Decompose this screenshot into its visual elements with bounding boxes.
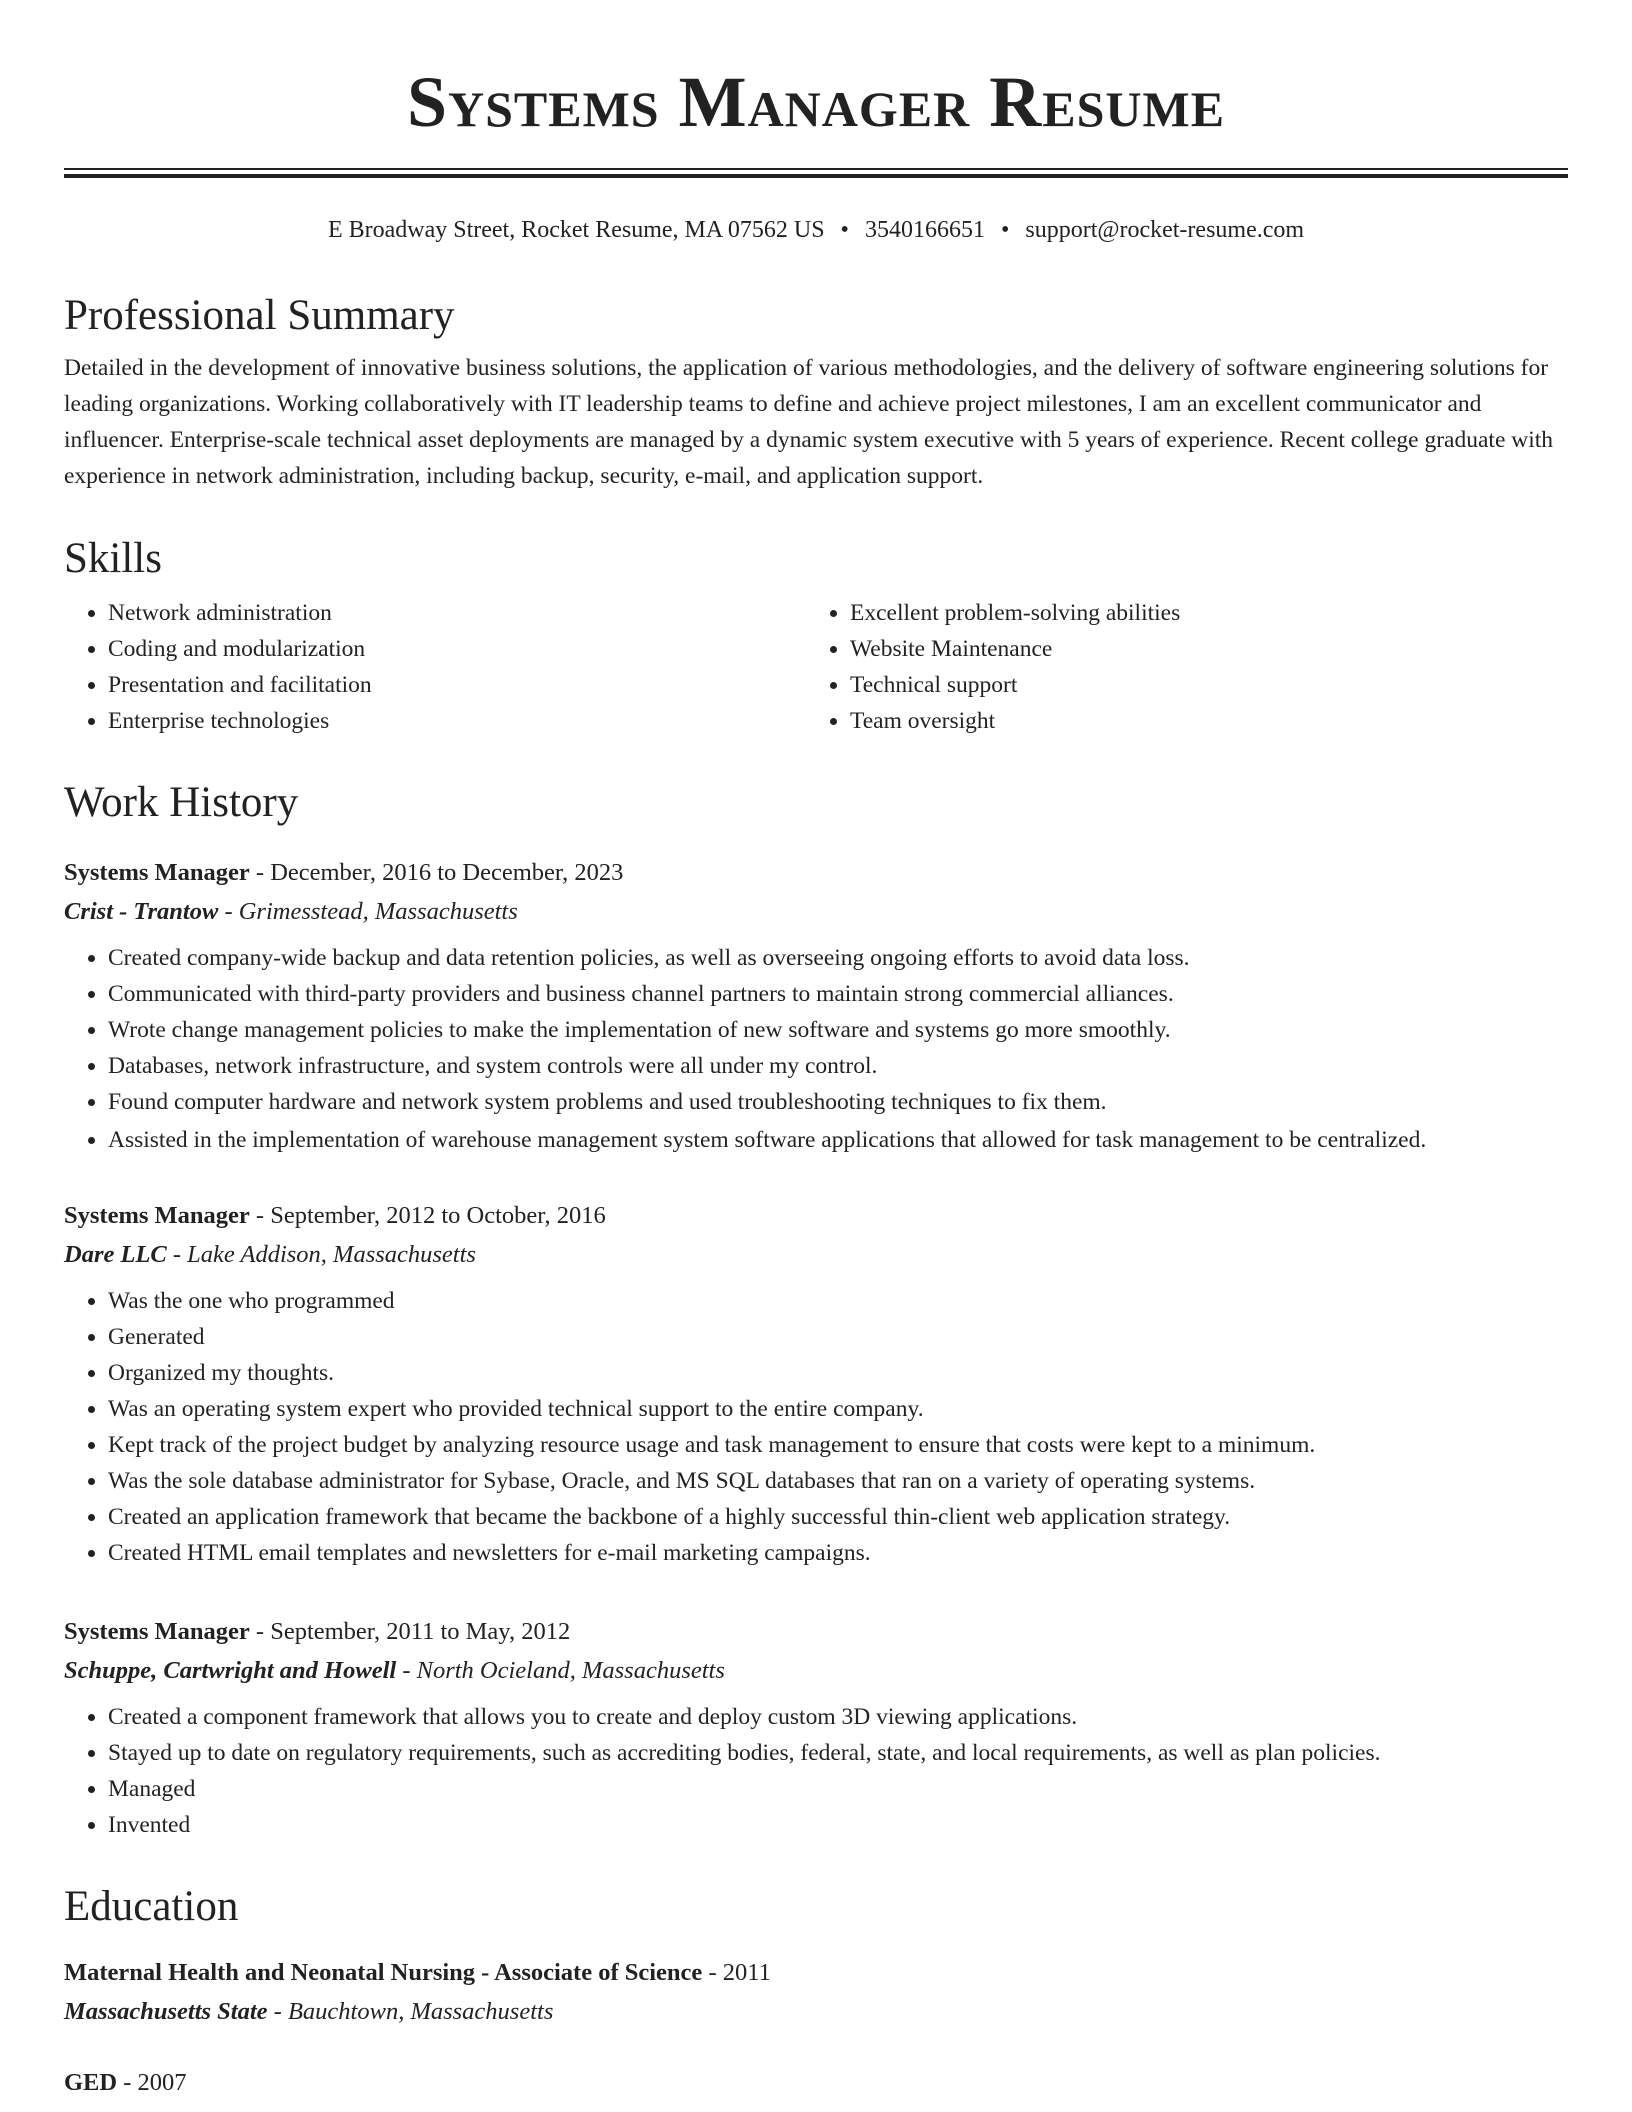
skill-item: • Excellent problem-solving abilities bbox=[850, 595, 1548, 631]
job-bullet: • Communicated with third-party providers and business channel partners to maintain strong commercial alliances. bbox=[108, 976, 1568, 1012]
job-bullet: • Wrote change management policies to make the implementation of new software and systems go more smoothly. bbox=[108, 1012, 1568, 1048]
title-divider-thin bbox=[64, 168, 1568, 170]
job-dates: December, 2016 to December, 2023 bbox=[270, 859, 624, 886]
resume-page bbox=[64, 0, 1568, 2096]
skills-list-right bbox=[806, 595, 1548, 739]
work-history-section bbox=[64, 777, 1568, 829]
job-bullet: • Found computer hardware and network system problems and used troubleshooting techniques to fix them. bbox=[108, 1084, 1568, 1120]
education-school: Massachusetts State bbox=[64, 1998, 268, 2025]
job-company-line: Dare LLC - Lake Addison, Massachusetts bbox=[64, 1241, 476, 1268]
job-bullet: • Created HTML email templates and newsletters for e-mail marketing campaigns. bbox=[108, 1535, 1568, 1571]
job-bullets bbox=[64, 1699, 1568, 1843]
skill-item: • Presentation and facilitation bbox=[108, 667, 806, 703]
education-degree-line: Maternal Health and Neonatal Nursing - Associate of Science - 2011 bbox=[64, 1959, 771, 1986]
contact-separator: • bbox=[840, 217, 849, 243]
job-bullet: • Databases, network infrastructure, and system controls were all under my control. bbox=[108, 1048, 1568, 1084]
job-bullet: • Created company-wide backup and data retention policies, as well as overseeing ongoing efforts to avoid data loss. bbox=[108, 940, 1568, 976]
education-degree: GED bbox=[64, 2069, 118, 2096]
skill-item: • Coding and modularization bbox=[108, 631, 806, 667]
skills-section bbox=[64, 533, 1568, 739]
job-company: Crist - Trantow bbox=[64, 898, 219, 925]
job-dates: September, 2012 to October, 2016 bbox=[270, 1202, 606, 1229]
education-year: 2007 bbox=[137, 2069, 187, 2096]
skills-columns bbox=[64, 595, 1568, 739]
education-degree: Maternal Health and Neonatal Nursing - Associate of Science bbox=[64, 1959, 703, 1986]
job-header: Systems Manager - September, 2011 to May, 2012 bbox=[64, 1618, 571, 1645]
skill-item: • Network administration bbox=[108, 595, 806, 631]
skills-heading: Skills bbox=[64, 535, 162, 582]
work-history-heading: Work History bbox=[64, 779, 299, 826]
skills-list-left bbox=[64, 595, 806, 739]
job-bullet: • Kept track of the project budget by analyzing resource usage and task management to ensure that costs were kept to a minimum. bbox=[108, 1427, 1568, 1463]
education-degree-line: GED - 2007 bbox=[64, 2069, 187, 2096]
summary-section bbox=[64, 290, 1568, 494]
contact-address: E Broadway Street, Rocket Resume, MA 07562 US bbox=[327, 217, 825, 243]
job-header: Systems Manager - September, 2012 to October, 2016 bbox=[64, 1202, 606, 1229]
contact-separator: • bbox=[1000, 217, 1010, 243]
job-entry bbox=[64, 1613, 1568, 1843]
job-location: Lake Addison, Massachusetts bbox=[187, 1241, 476, 1268]
job-bullet: • Was the sole database administrator for Sybase, Oracle, and MS SQL databases that ran on a variety of operating systems. bbox=[108, 1463, 1568, 1499]
resume-title: Systems Manager Resume bbox=[406, 62, 1226, 142]
job-header: Systems Manager - December, 2016 to December, 2023 bbox=[64, 859, 624, 886]
job-dates: September, 2011 to May, 2012 bbox=[270, 1618, 571, 1645]
job-bullets bbox=[64, 940, 1568, 1158]
job-bullet: • Created an application framework that became the backbone of a highly successful thin-client web application strategy. bbox=[108, 1499, 1568, 1535]
job-company: Dare LLC bbox=[64, 1241, 167, 1268]
skill-item: • Team oversight bbox=[850, 703, 1548, 739]
education-entry bbox=[64, 2064, 1568, 2102]
title-divider-thick bbox=[64, 174, 1568, 178]
job-bullet: • Managed bbox=[108, 1771, 1568, 1807]
contact-email: support@rocket-resume.com bbox=[1025, 217, 1305, 243]
job-bullet: • Created a component framework that allows you to create and deploy custom 3D viewing applications. bbox=[108, 1699, 1568, 1735]
education-entry bbox=[64, 1954, 1568, 2032]
job-bullet: • Assisted in the implementation of warehouse management system software applications that allowed for task management to be centralized. bbox=[108, 1122, 1568, 1158]
education-heading: Education bbox=[64, 1883, 239, 1930]
job-title: Systems Manager bbox=[64, 1202, 250, 1229]
job-bullet: • Was an operating system expert who provided technical support to the entire company. bbox=[108, 1391, 1568, 1427]
contact-phone: 3540166651 bbox=[864, 217, 985, 243]
education-school-line: Massachusetts State - Bauchtown, Massachusetts bbox=[64, 1998, 554, 2025]
job-bullet: • Invented bbox=[108, 1807, 1568, 1843]
education-year: 2011 bbox=[722, 1959, 771, 1986]
job-bullet: • Was the one who programmed bbox=[108, 1283, 1568, 1319]
education-section bbox=[64, 1881, 1568, 1933]
summary-heading: Professional Summary bbox=[64, 292, 455, 339]
job-company: Schuppe, Cartwright and Howell bbox=[64, 1657, 397, 1684]
job-bullet: • Stayed up to date on regulatory requirements, such as accrediting bodies, federal, state, and local requirements, as well as plan policies. bbox=[108, 1735, 1568, 1771]
job-company-line: Schuppe, Cartwright and Howell - North Ocieland, Massachusetts bbox=[64, 1657, 725, 1684]
job-bullet: • Organized my thoughts. bbox=[108, 1355, 1568, 1391]
skill-item: • Website Maintenance bbox=[850, 631, 1548, 667]
job-company-line: Crist - Trantow - Grimesstead, Massachusetts bbox=[64, 898, 518, 925]
education-location: Bauchtown, Massachusetts bbox=[287, 1998, 554, 2025]
job-location: Grimesstead, Massachusetts bbox=[238, 898, 518, 925]
job-title: Systems Manager bbox=[64, 859, 250, 886]
contact-line bbox=[64, 214, 1568, 246]
job-entry bbox=[64, 854, 1568, 1158]
skill-item: • Enterprise technologies bbox=[108, 703, 806, 739]
summary-text: Detailed in the development of innovative business solutions, the application of various methodologies, and the delivery of software engineering solutions for leading organizations. Working collaboratively with IT leadership teams to define and achieve project milestones, I am an excellent communicator and influencer. Enterprise-scale technical asset deployments are managed by a dynamic system executive with 5 years of experience. Recent college graduate with experience in network administration, including backup, security, e-mail, and application support. bbox=[64, 355, 1554, 489]
job-title: Systems Manager bbox=[64, 1618, 250, 1645]
job-bullet: • Generated bbox=[108, 1319, 1568, 1355]
job-location: North Ocieland, Massachusetts bbox=[416, 1657, 725, 1684]
job-entry bbox=[64, 1197, 1568, 1571]
job-bullets bbox=[64, 1283, 1568, 1571]
skill-item: • Technical support bbox=[850, 667, 1548, 703]
